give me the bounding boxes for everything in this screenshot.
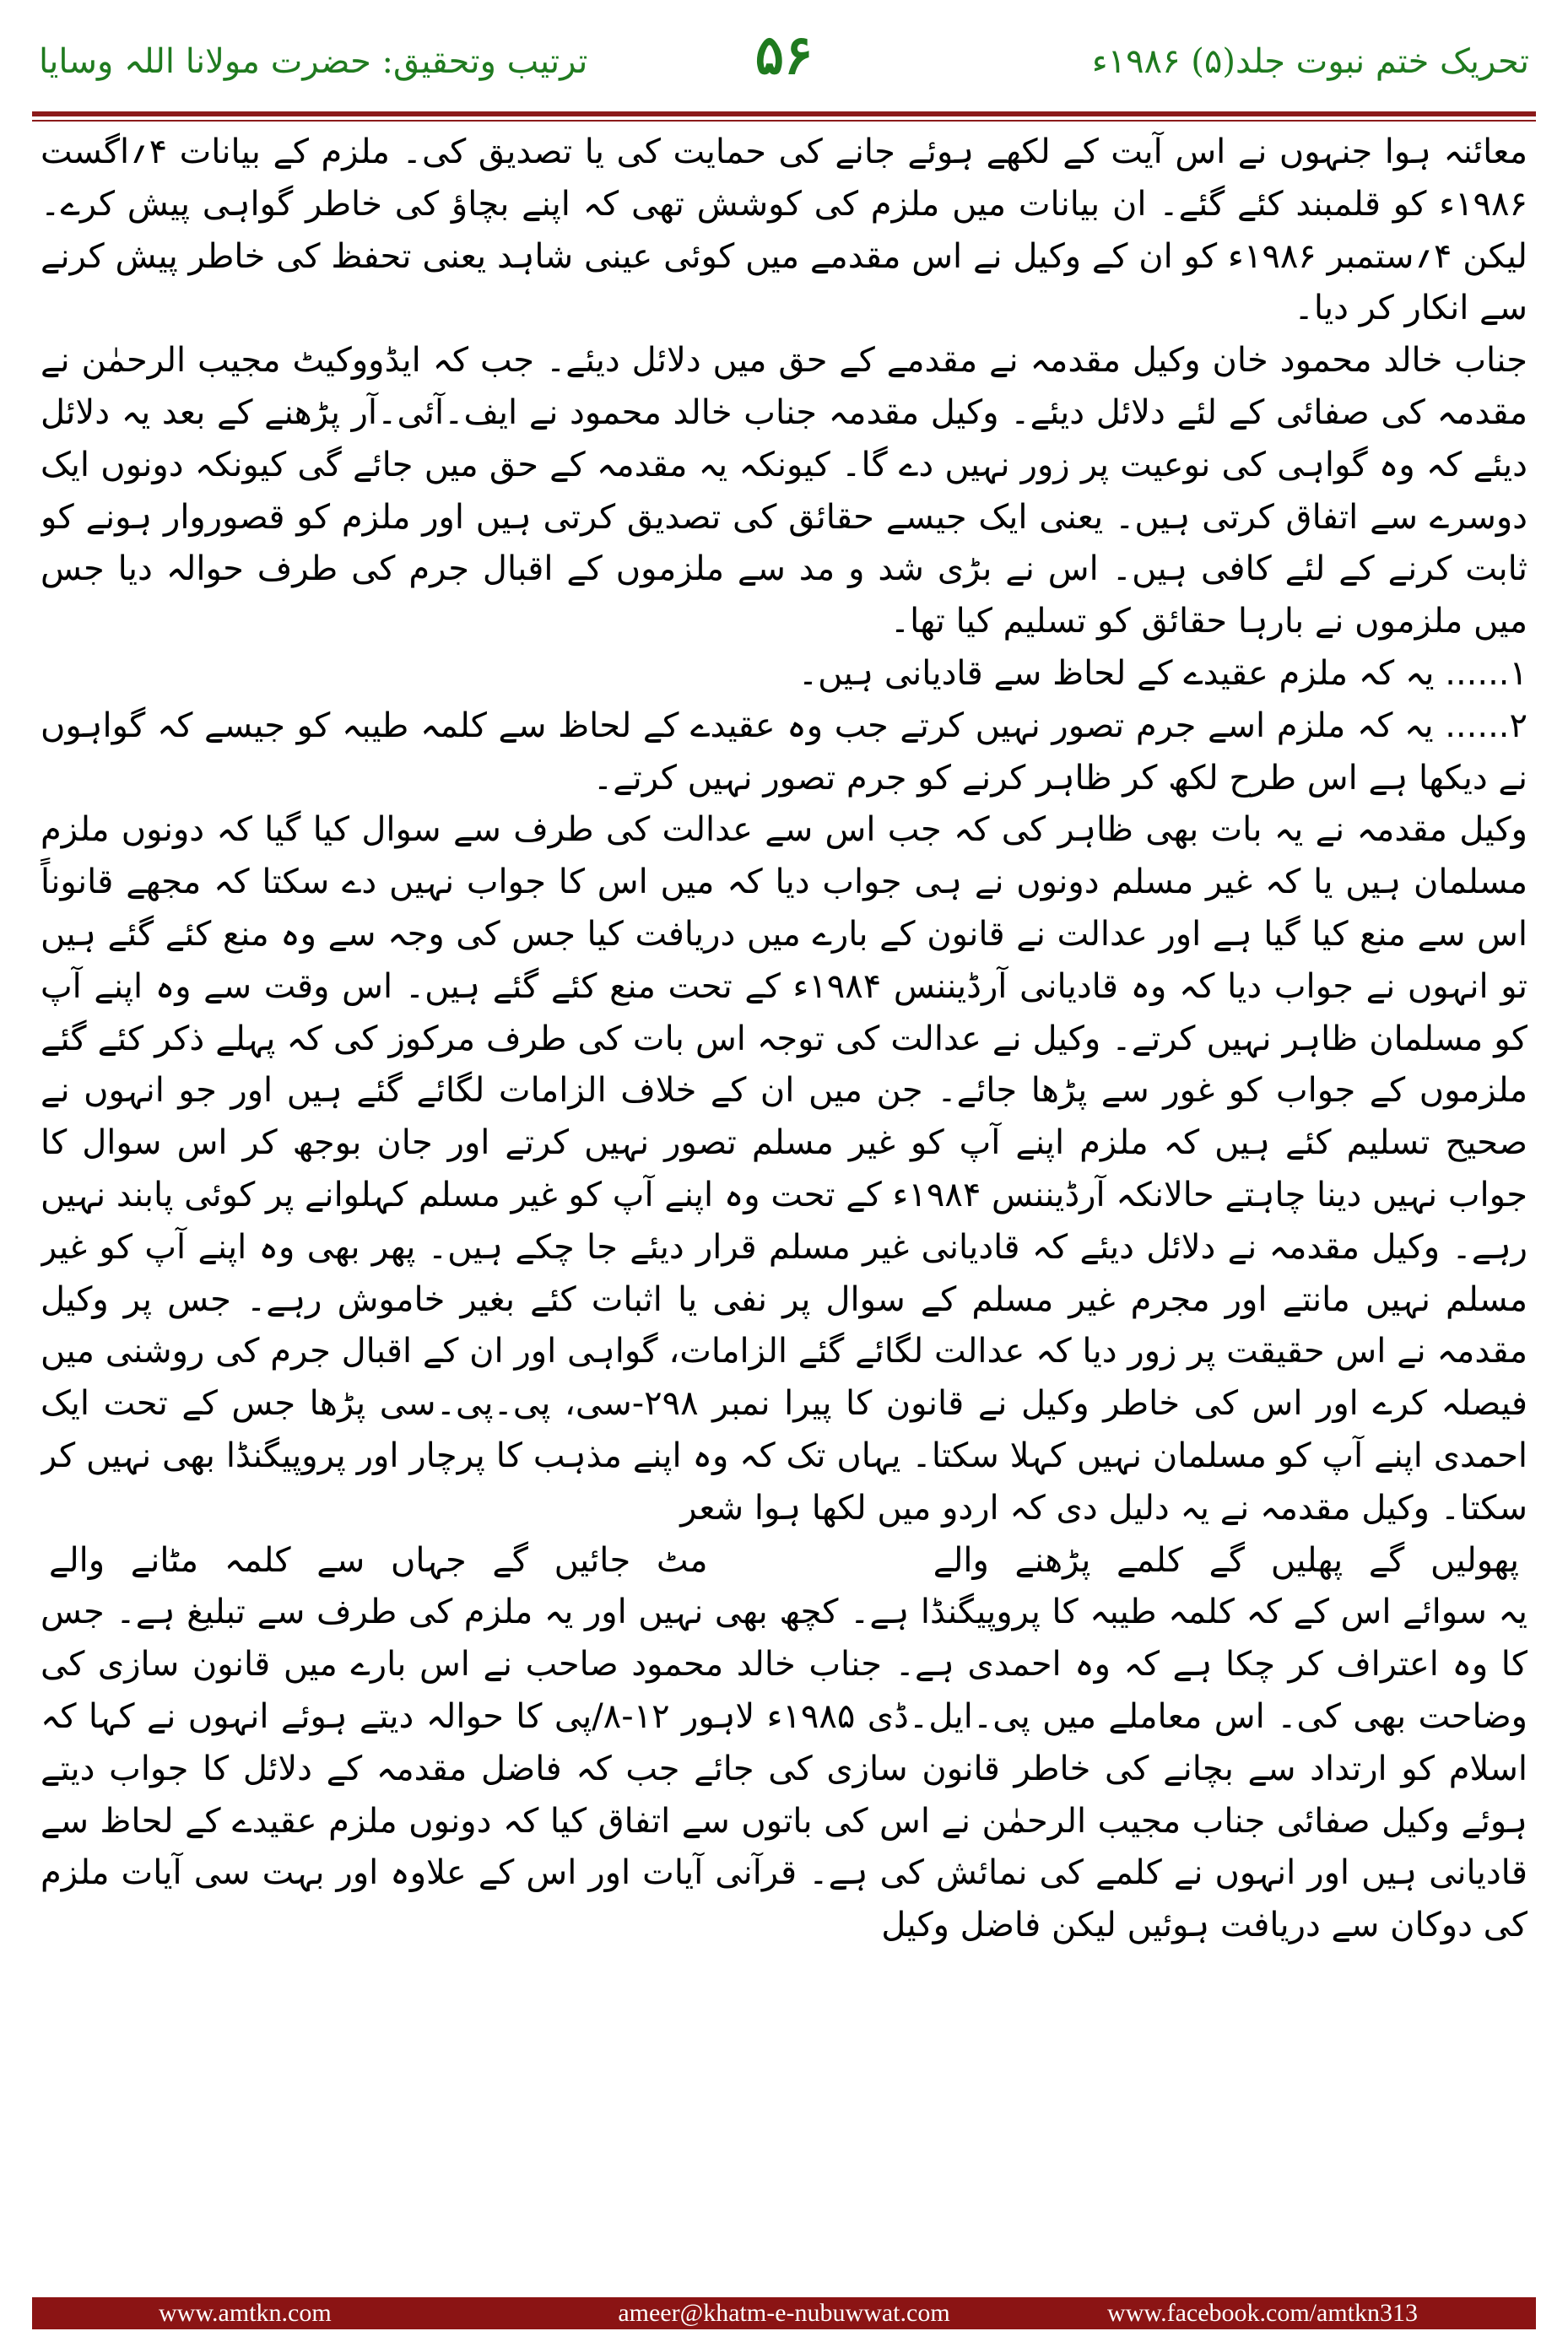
list-item-2: ۲...... یہ کہ ملزم اسے جرم تصور نہیں کرتے جب وہ عقیدے کے لحاظ سے کلمہ طیبہ کو جیسے کہ گواہوں نے دیکھا ہے اس طرح لکھ کر ظاہر کرنے کو جرم تصور نہیں کرتے۔ <box>41 706 1527 798</box>
header-rule <box>32 111 1536 116</box>
paragraph-2: جناب خالد محمود خان وکیل مقدمہ نے مقدمے کے حق میں دلائل دیئے۔ جب کہ ایڈووکیٹ مجیب الرحمٰن نے مقدمہ کی صفائی کے لئے دلائل دیئے۔ وکیل مقدمہ جناب خالد محمود نے ایف۔آئی۔آر پڑھنے کے بعد یہ دلائل دیئے کہ وہ گواہی کی نوعیت پر زور نہیں دے گا۔ کیونکہ یہ مقدمہ کے حق میں جائے گی کیونکہ دونوں ایک دوسرے سے اتفاق کرتی ہیں۔ یعنی ایک جیسے حقائق کی تصدیق کرتی ہیں اور ملزم کو قصوروار ہونے کو ثابت کرنے کے لئے کافی ہیں۔ اس نے بڑی شد و مد سے ملزموں کے اقبال جرم کی طرف حوالہ دیا جس میں ملزموں نے بارہا حقائق کو تسلیم کیا تھا۔ <box>41 341 1527 641</box>
page-body <box>41 127 1527 2258</box>
verse-second-hemistich: مٹ جائیں گے جہاں سے کلمہ مٹانے والے <box>49 1540 708 1580</box>
header-rule-thin <box>32 120 1536 122</box>
page-footer <box>32 2297 1536 2329</box>
verse-first-hemistich: پھولیں گے پھلیں گے کلمے پڑھنے والے <box>933 1540 1519 1580</box>
header-book-title: تحریک ختم نبوت جلد(۵) ۱۹۸۶ء <box>1091 42 1529 81</box>
list-item-1: ۱...... یہ کہ ملزم عقیدے کے لحاظ سے قادیانی ہیں۔ <box>798 653 1527 693</box>
page-header <box>32 17 1536 110</box>
paragraph-4: یہ سوائے اس کے کہ کلمہ طیبہ کا پروپیگنڈا ہے۔ کچھ بھی نہیں اور یہ ملزم کی طرف سے تبلیغ ہے۔ جس کا وہ اعتراف کر چکا ہے کہ وہ احمدی ہے۔ جناب خالد محمود صاحب نے اس بارے میں قانون سازی کی وضاحت بھی کی۔ اس معاملے میں پی۔ایل۔ڈی ۱۹۸۵ء لاہور ۱۲-۸/پی کا حوالہ دیتے ہوئے انہوں نے کہا کہ اسلام کو ارتداد سے بچانے کی خاطر قانون سازی کی جائے جب کہ فاضل مقدمہ کے دلائل کا جواب دیتے ہوئے وکیل صفائی جناب مجیب الرحمٰن نے اس کی باتوں سے اتفاق کیا کہ دونوں ملزم عقیدے کے لحاظ سے قادیانی ہیں اور انہوں نے کلمے کی نمائش کی ہے۔ قرآنی آیات اور اس کے علاوہ اور بہت سی آیات ملزم کی دوکان سے دریافت ہوئیں لیکن فاضل وکیل <box>41 1593 1527 1945</box>
footer-website-link[interactable]: www.amtkn.com <box>159 2299 332 2327</box>
verse-couplet <box>41 1535 1527 1587</box>
paragraph-3: وکیل مقدمہ نے یہ بات بھی ظاہر کی کہ جب اس سے عدالت کی طرف سے سوال کیا گیا کہ دونوں ملزم مسلمان ہیں یا کہ غیر مسلم دونوں نے ہی جواب دیا کہ میں اس کا جواب نہیں دے سکتا کہ مجھے قانوناً اس سے منع کیا گیا ہے اور عدالت نے قانون کے بارے میں دریافت کیا جس کی وجہ سے وہ منع کئے گئے ہیں تو انہوں نے جواب دیا کہ وہ قادیانی آرڈیننس ۱۹۸۴ء کے تحت منع کئے گئے ہیں۔ اس وقت سے وہ اپنے آپ کو مسلمان ظاہر نہیں کرتے۔ وکیل نے عدالت کی توجہ اس بات کی طرف مرکوز کی کہ پہلے ذکر کئے گئے ملزموں کے جواب کو غور سے پڑھا جائے۔ جن میں ان کے خلاف الزامات لگائے گئے ہیں اور جو انہوں نے صحیح تسلیم کئے ہیں کہ ملزم اپنے آپ کو غیر مسلم تصور نہیں کرتے اور جان بوجھ کر اس سوال کا جواب نہیں دینا چاہتے حالانکہ آرڈیننس ۱۹۸۴ء کے تحت وہ اپنے آپ کو غیر مسلم کہلوانے پر کوئی پابند نہیں رہے۔ وکیل مقدمہ نے دلائل دیئے کہ قادیانی غیر مسلم قرار دیئے جا چکے ہیں۔ پھر بھی وہ اپنے آپ کو غیر مسلم نہیں مانتے اور مجرم غیر مسلم کے سوال پر نفی یا اثبات کئے بغیر خاموش رہے۔ جس پر وکیل مقدمہ نے اس حقیقت پر زور دیا کہ عدالت لگائے گئے الزامات، گواہی اور ان کے اقبال جرم کی روشنی میں فیصلہ کرے اور اس کی خاطر وکیل نے قانون کا پیرا نمبر ۲۹۸-سی، پی۔پی۔سی پڑھا جس کے تحت ایک احمدی اپنے آپ کو مسلمان نہیں کہلا سکتا۔ یہاں تک کہ وہ اپنے مذہب کا پرچار اور پروپیگنڈا بھی نہیں کر سکتا۔ وکیل مقدمہ نے یہ دلیل دی کہ اردو میں لکھا ہوا شعر <box>41 810 1527 1528</box>
paragraph-1: معائنہ ہوا جنہوں نے اس آیت کے لکھے ہوئے جانے کی حمایت کی یا تصدیق کی۔ ملزم کے بیانات ۴؍اگست ۱۹۸۶ء کو قلمبند کئے گئے۔ ان بیانات میں ملزم کی کوشش تھی کہ اپنے بچاؤ کی خاطر گواہی پیش کرے۔ لیکن ۴؍ستمبر ۱۹۸۶ء کو ان کے وکیل نے اس مقدمے میں کوئی عینی شاہد یعنی تحفظ کی خاطر پیش کرنے سے انکار کر دیا۔ <box>41 133 1527 328</box>
footer-facebook-link[interactable]: www.facebook.com/amtkn313 <box>1107 2299 1418 2327</box>
page-number: ۵۶ <box>754 24 814 87</box>
header-compiler: ترتیب وتحقیق: حضرت مولانا اللہ وسایا <box>39 42 588 81</box>
footer-email-link[interactable]: ameer@khatm-e-nubuwwat.com <box>618 2299 950 2327</box>
